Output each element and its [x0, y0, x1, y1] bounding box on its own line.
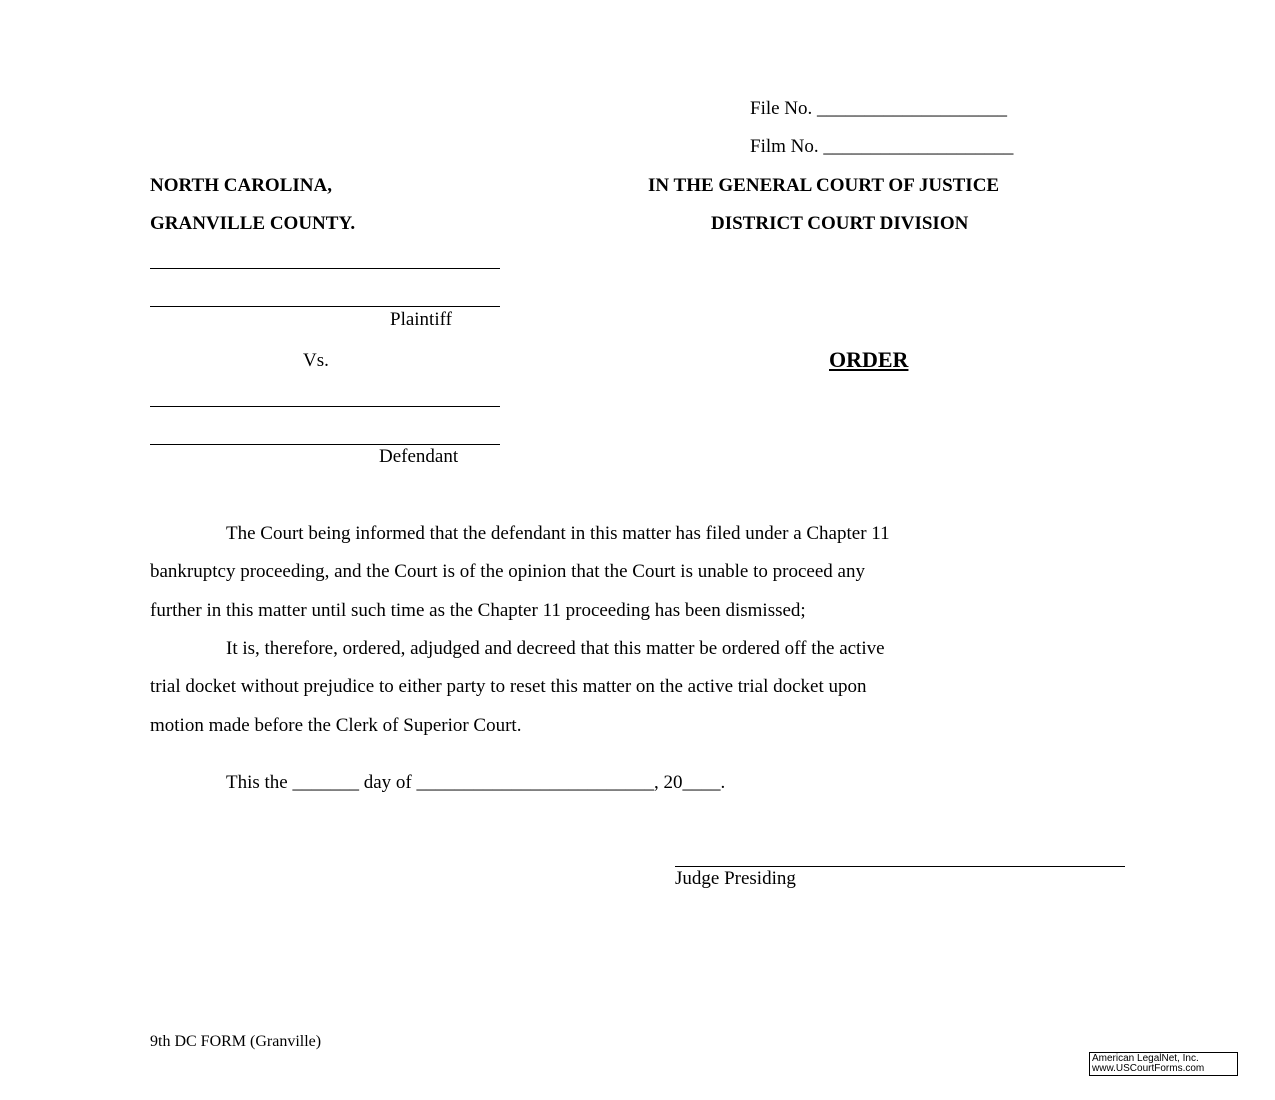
defendant-name-line-1 [150, 406, 500, 407]
county-name: GRANVILLE COUNTY. [150, 213, 356, 234]
plaintiff-label: Plaintiff [390, 309, 452, 330]
date-line: This the _______ day of _________________________, 20____. [226, 772, 726, 793]
paragraph-1-line-2: bankruptcy proceeding, and the Court is of the opinion that the Court is unable to proceed any [150, 561, 865, 582]
publisher-stamp [1089, 1052, 1238, 1076]
plaintiff-name-line-2 [150, 306, 500, 307]
order-title: ORDER [829, 347, 909, 372]
judge-presiding-label: Judge Presiding [675, 868, 796, 889]
form-identifier: 9th DC FORM (Granville) [150, 1033, 322, 1050]
court-division: DISTRICT COURT DIVISION [711, 213, 969, 234]
paragraph-2-line-3: motion made before the Clerk of Superior Court. [150, 715, 522, 736]
file-number-field: File No. ____________________ [750, 98, 1008, 119]
paragraph-1-line-1: The Court being informed that the defendant in this matter has filed under a Chapter 11 [226, 523, 890, 544]
plaintiff-name-line-1 [150, 268, 500, 269]
state-name: NORTH CAROLINA, [150, 175, 332, 196]
defendant-name-line-2 [150, 444, 500, 445]
versus-label: Vs. [303, 350, 329, 371]
judge-signature-line [675, 866, 1125, 867]
court-name: IN THE GENERAL COURT OF JUSTICE [648, 175, 1000, 196]
paragraph-2-line-1: It is, therefore, ordered, adjudged and decreed that this matter be ordered off the active [226, 638, 885, 659]
film-number-field: Film No. ____________________ [750, 136, 1014, 157]
publisher-name: American LegalNet, Inc. [1092, 1053, 1199, 1064]
paragraph-2-line-2: trial docket without prejudice to either party to reset this matter on the active trial docket upon [150, 676, 867, 697]
publisher-url: www.USCourtForms.com [1092, 1063, 1205, 1074]
defendant-label: Defendant [379, 446, 459, 467]
paragraph-1-line-3: further in this matter until such time as the Chapter 11 proceeding has been dismissed; [150, 600, 806, 621]
